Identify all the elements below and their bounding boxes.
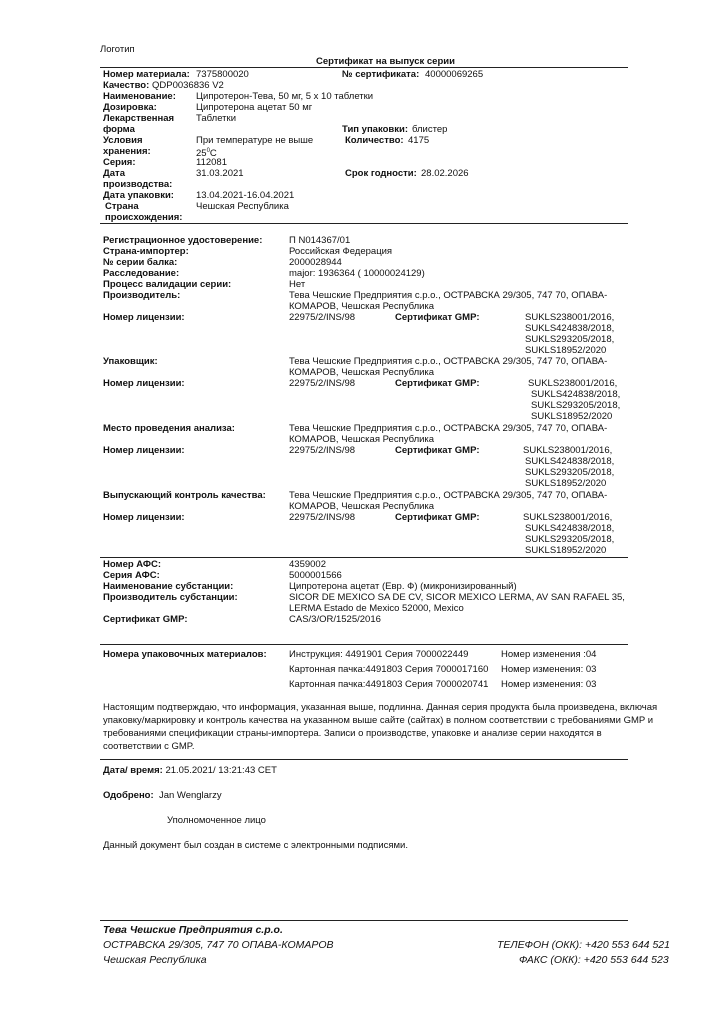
dosage-form-value: Таблетки: [196, 113, 236, 124]
gmp-value: SUKLS238001/2016,: [523, 445, 613, 456]
divider: [100, 223, 628, 224]
production-date-label-cont: производства:: [103, 179, 173, 190]
quality-label: Качество:: [103, 80, 150, 91]
release-qc-label: Выпускающий контроль качества:: [103, 490, 266, 501]
substance-name-label: Наименование субстанции:: [103, 581, 234, 592]
product-name-label: Наименование:: [103, 91, 176, 102]
footer-fax: ФАКС (ОКК): +420 553 644 523: [519, 954, 669, 966]
gmp-value: SUKLS424838/2018,: [525, 523, 615, 534]
manufacturer-address-line: Тева Чешские Предприятия с.р.о., ОСТРАВСКА 29/305, 747 70, ОПАВА-: [289, 290, 608, 301]
bulk-series-value: 2000028944: [289, 257, 342, 268]
logo-placeholder: Логотип: [100, 44, 135, 55]
gmp-value: SUKLS238001/2016,: [528, 378, 618, 389]
dosage-label: Дозировка:: [103, 102, 157, 113]
license-value: 22975/2/INS/98: [289, 378, 356, 389]
footer-address: ОСТРАВСКА 29/305, 747 70 ОПАВА-КОМАРОВ: [103, 939, 334, 951]
storage-label: Условия: [103, 135, 143, 146]
analysis-address-line: КОМАРОВ, Чешская Республика: [289, 434, 435, 445]
packaging-material-item: Картонная пачка:4491803 Серия 7000020741: [289, 679, 489, 690]
manufacturer-label: Производитель:: [103, 290, 181, 301]
registration-label: Регистрационное удостоверение:: [103, 235, 263, 246]
storage-value: При температуре не выше: [196, 135, 314, 146]
certificate-number-label: № сертификата:: [342, 69, 420, 80]
origin-value: Чешская Республика: [196, 201, 289, 212]
authorized-person: Уполномоченное лицо: [167, 815, 266, 826]
gmp-value: SUKLS424838/2018,: [525, 456, 615, 467]
license-label: Номер лицензии:: [103, 512, 185, 523]
package-type-label: Тип упаковки:: [342, 124, 408, 135]
electronic-signature-note: Данный документ был создан в системе с электронными подписями.: [103, 840, 409, 851]
footer-phone: ТЕЛЕФОН (ОКК): +420 553 644 521: [497, 939, 670, 951]
storage-label-cont: хранения:: [103, 146, 151, 157]
gmp-value: SUKLS18952/2020: [525, 345, 607, 356]
gmp-value: SUKLS18952/2020: [525, 545, 607, 556]
quantity-value: 4175: [408, 135, 430, 146]
production-date-value: 31.03.2021: [196, 168, 244, 179]
license-label: Номер лицензии:: [103, 378, 185, 389]
footer-divider: [100, 920, 628, 921]
gmp-value: SUKLS238001/2016,: [523, 512, 613, 523]
footer-country: Чешская Республика: [103, 954, 207, 966]
expiry-label: Срок годности:: [345, 168, 417, 179]
substance-gmp-label: Сертификат GMP:: [103, 614, 188, 625]
release-address-line: КОМАРОВ, Чешская Республика: [289, 501, 435, 512]
material-value: 7375800020: [196, 69, 249, 80]
storage-temperature: $25^0C$: [196, 148, 217, 159]
packaging-materials-label: Номера упаковочных материалов:: [103, 649, 267, 660]
divider: [100, 67, 628, 68]
packaging-material-change: Номер изменения :04: [501, 649, 597, 660]
datetime: Дата/ время: 21.05.2021/ 13:21:43 CET: [103, 765, 277, 776]
packing-date-label: Дата упаковки:: [103, 190, 174, 201]
packer-label: Упаковщик:: [103, 356, 158, 367]
product-name-value: Ципротерон-Тева, 50 мг, 5 х 10 таблетки: [196, 91, 374, 102]
document-title: Сертификат на выпуск серии: [316, 56, 455, 67]
dosage-value: Ципротерона ацетат 50 мг: [196, 102, 313, 113]
registration-value: П N014367/01: [289, 235, 351, 246]
afs-series-label: Серия АФС:: [103, 570, 160, 581]
license-value: 22975/2/INS/98: [289, 445, 356, 456]
investigation-value: major: 1936364 ( 10000024129): [289, 268, 425, 279]
license-value: 22975/2/INS/98: [289, 512, 356, 523]
gmp-label: Сертификат GMP:: [395, 445, 480, 456]
investigation-label: Расследование:: [103, 268, 180, 279]
approved-by: Одобрено: Jan Wenglarzy: [103, 790, 222, 801]
substance-manufacturer-label: Производитель субстанции:: [103, 592, 238, 603]
packing-date-value: 13.04.2021-16.04.2021: [196, 190, 295, 201]
packaging-material-change: Номер изменения: 03: [501, 679, 597, 690]
origin-label: Страна: [105, 201, 139, 212]
substance-gmp-value: CAS/3/OR/1525/2016: [289, 614, 381, 625]
statement-line: Настоящим подтверждаю, что информация, указанная выше, подлинна. Данная серия продукта была произведена, включая: [103, 702, 658, 713]
gmp-value: SUKLS18952/2020: [531, 411, 613, 422]
license-value: 22975/2/INS/98: [289, 312, 356, 323]
gmp-value: SUKLS238001/2016,: [525, 312, 615, 323]
release-address-line: Тева Чешские Предприятия с.р.о., ОСТРАВСКА 29/305, 747 70, ОПАВА-: [289, 490, 608, 501]
packer-address-line: КОМАРОВ, Чешская Республика: [289, 367, 435, 378]
quality-value: QDP0036836 V2: [152, 80, 224, 91]
validation-value: Нет: [289, 279, 306, 290]
gmp-label: Сертификат GMP:: [395, 312, 480, 323]
packaging-material-item: Инструкция: 4491901 Серия 7000022449: [289, 649, 469, 660]
certificate-number-value: 40000069265: [425, 69, 484, 80]
license-label: Номер лицензии:: [103, 312, 185, 323]
dosage-form-label: Лекарственная: [103, 113, 175, 124]
afs-series-value: 5000001566: [289, 570, 342, 581]
footer-company: Тева Чешские Предприятия с.р.о.: [103, 924, 283, 936]
substance-name-value: Ципротерона ацетат (Евр. Ф) (микронизированный): [289, 581, 517, 592]
packaging-material-item: Картонная пачка:4491803 Серия 7000017160: [289, 664, 489, 675]
dosage-form-label-cont: форма: [103, 124, 135, 135]
afs-number-value: 4359002: [289, 559, 326, 570]
gmp-label: Сертификат GMP:: [395, 512, 480, 523]
origin-label-cont: происхождения:: [105, 212, 183, 223]
gmp-value: SUKLS424838/2018,: [525, 323, 615, 334]
divider: [100, 759, 628, 760]
gmp-value: SUKLS293205/2018,: [531, 400, 621, 411]
validation-label: Процесс валидации серии:: [103, 279, 232, 290]
divider: [100, 557, 628, 558]
material-label: Номер материала:: [103, 69, 190, 80]
divider: [100, 644, 628, 645]
gmp-value: SUKLS293205/2018,: [525, 334, 615, 345]
gmp-value: SUKLS424838/2018,: [531, 389, 621, 400]
manufacturer-address-line: КОМАРОВ, Чешская Республика: [289, 301, 435, 312]
analysis-site-label: Место проведения анализа:: [103, 423, 235, 434]
package-type-value: блистер: [412, 124, 448, 135]
afs-number-label: Номер АФС:: [103, 559, 162, 570]
substance-manufacturer-line: SICOR DE MEXICO SA DE CV, SICOR MEXICO LERMA, AV SAN RAFAEL 35,: [289, 592, 625, 603]
gmp-value: SUKLS293205/2018,: [525, 534, 615, 545]
series-label: Серия:: [103, 157, 136, 168]
gmp-value: SUKLS18952/2020: [525, 478, 607, 489]
gmp-value: SUKLS293205/2018,: [525, 467, 615, 478]
series-value: 112081: [196, 157, 227, 168]
importer-label: Страна-импортер:: [103, 246, 189, 257]
packaging-material-change: Номер изменения: 03: [501, 664, 597, 675]
quantity-label: Количество:: [345, 135, 404, 146]
gmp-label: Сертификат GMP:: [395, 378, 480, 389]
license-label: Номер лицензии:: [103, 445, 185, 456]
statement-line: соответствии с GMP.: [103, 741, 195, 752]
bulk-series-label: № серии балка:: [103, 257, 178, 268]
substance-manufacturer-line: LERMA Estado de Mexico 52000, Mexico: [289, 603, 464, 614]
packer-address-line: Тева Чешские Предприятия с.р.о., ОСТРАВСКА 29/305, 747 70, ОПАВА-: [289, 356, 608, 367]
production-date-label: Дата: [103, 168, 125, 179]
statement-line: упаковку/маркировку и контроль качества на указанном выше сайте (сайтах) в полном соответствии с требованиями GMP и: [103, 715, 654, 726]
statement-line: требованиями спецификации страны-импортера. Записи о производстве, упаковке и анализе серии находятся в: [103, 728, 602, 739]
importer-value: Российская Федерация: [289, 246, 393, 257]
expiry-value: 28.02.2026: [421, 168, 469, 179]
analysis-address-line: Тева Чешские Предприятия с.р.о., ОСТРАВСКА 29/305, 747 70, ОПАВА-: [289, 423, 608, 434]
